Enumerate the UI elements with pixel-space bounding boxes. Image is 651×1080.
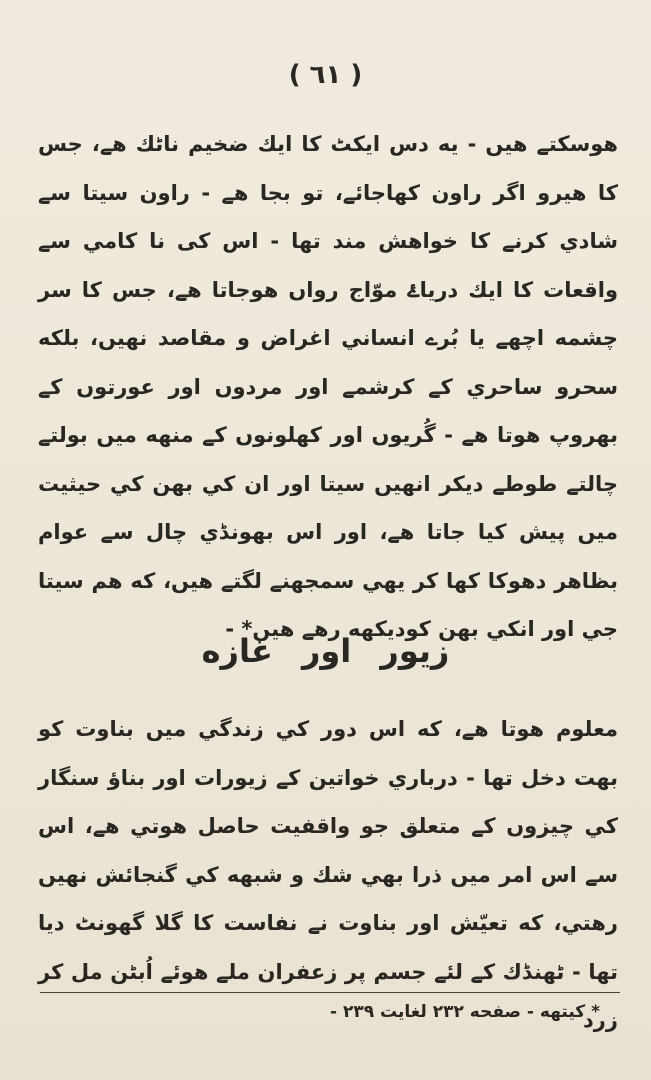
footnote: * كيتهه - صفحه ٢٣٢ لغايت ٢٣٩ -: [329, 1002, 600, 1022]
page-number: ( ٦١ ): [288, 60, 363, 90]
footnote-divider: [40, 992, 620, 993]
section-heading: زيور اور غازه: [201, 632, 450, 670]
paragraph-ramayana-play: [38, 120, 618, 654]
paragraph-text: معلوم هوتا هے، كه اس دور كي زندگي ميں بناوت كو بهت دخل تها - درباري خواتين كے زيورات اور بناؤ سنگار كي چيزوں كے متعلق جو واقفيت حاصل هوتي هے، اس سے اس امر ميں ذرا بهي شك و شبهه كي گنجائش نهيں رهتي، كه تعيّش اور بناوت نے نفاست كا گلا گهونٹ ديا تها - ٹهنڈك كے لئے جسم پر زعفران ملے هوئے اُبٹن مل كر زرد: [38, 717, 618, 1032]
paragraph-jewelry: [38, 705, 618, 1045]
paragraph-text: هوسكتے هيں - يه دس ايكٹ كا ايك ضخيم ناٹك هے، جس كا هيرو اگر راون كهاجائے، تو بجا هے - راون سيتا سے شادي كرنے كا خواهش مند تها - اس كی نا كامي سے واقعات كا ايك درياۓ موّاج رواں هوجاتا هے، جس كا سر چشمه اچهے يا بُرے انساني اغراض و مقاصد نهيں، بلكه سحرو ساحري كے كرشمے اور مردوں اور عورتوں كے بهروپ هوتا هے - گُريوں اور كهلونوں كے منهه ميں بولتے چالتے طوطے ديكر انهيں سيتا اور ان كي بهن كي حيثيت ميں پيش كيا جاتا هے، اور اس بهونڈي چال سے عوام بظاهر دهوكا كها كر يهي سمجهنے لگتے هيں، كه هم سيتا جي اور انكي بهن كوديكهه رهے هيں* -: [38, 132, 618, 641]
